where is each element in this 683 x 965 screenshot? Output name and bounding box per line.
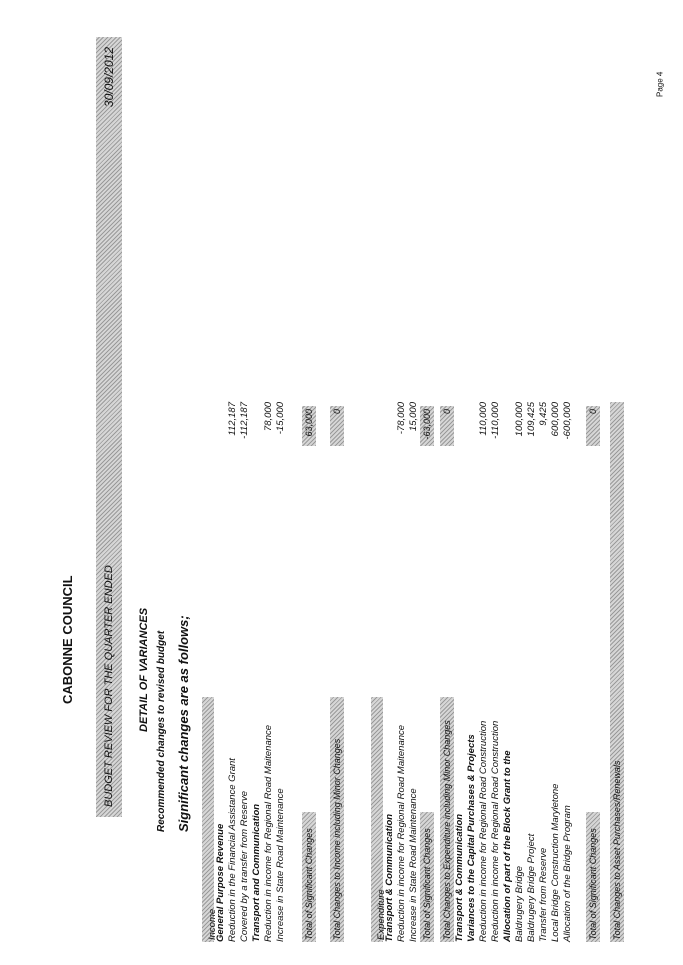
report-date: 30/09/2012 [102,47,116,108]
capital-line: Variances to the Capital Purchases & Projects [466,734,477,942]
detail-heading: DETAIL OF VARIANCES [138,607,150,732]
capital-total-sig-value: 0 [586,406,600,446]
income-line: General Purpose Revenue [215,823,226,942]
capital-value: 600,000 [550,402,561,437]
income-total-sig-value: 63,000 [302,406,316,446]
expenditure-line: Transport & Communication [384,813,395,942]
income-value: 78,000 [263,402,274,432]
expenditure-total-minor-value: 0 [440,406,454,446]
income-line: Covered by a transfer from Reserve [239,790,250,942]
expenditure-line: Increase in State Road Maintenance [408,788,419,942]
income-total-minor-bar: Total Changes to Income including Minor Changes [330,697,344,942]
income-line: Transport and Communication [251,803,262,942]
expenditure-total-sig-value: -63,000 [420,406,434,446]
capital-line: Transfer from Reserve [538,847,549,942]
capital-value: -110,000 [490,402,501,439]
page-number: Page 4 [655,71,665,97]
income-section-label: Income [207,908,218,940]
expenditure-total-minor-bar: Total Changes to Expenditure including Minor Changes [440,697,454,942]
income-total-minor-value: 0 [330,406,344,446]
expenditure-total-sig-bar: Total of Significant Changes [420,812,434,942]
capital-line: Reduction in income for Regional Road Construction [490,720,501,942]
income-line: Increase in State Road Maintenance [275,788,286,942]
capital-line: Baldrugery Bridge [514,865,525,942]
capital-value: 9,425 [538,402,549,426]
capital-line: Baldrugery Bridge Project [526,833,537,942]
capital-value: 110,000 [478,402,489,436]
income-value: -112,187 [239,402,250,439]
income-total-sig-bar: Total of Significant Changes [302,812,316,942]
council-name: CABONNE COUNCIL [60,575,75,704]
expenditure-value: -78,000 [396,402,407,435]
expenditure-section-bar [371,697,387,942]
capital-value: -600,000 [562,402,573,440]
income-line: Reduction in income for Regional Road Maitenance [263,724,274,942]
capital-total-sig-bar: Total of Significant Changes [586,812,600,942]
capital-line: Reduction in income for Regional Road Construction [478,720,489,942]
report-title: BUDGET REVIEW FOR THE QUARTER ENDED [103,565,115,807]
expenditure-section-label: Expenditure [376,889,387,940]
capital-line: Transport & Communication [454,813,465,942]
capital-line: Allocation of part of the Block Grant to the [502,750,513,942]
report-title-bar [96,37,122,817]
income-section-bar [202,697,218,942]
significant-heading: Significant changes are as follows; [176,615,191,832]
income-value: 112,187 [227,402,238,436]
capital-line: Allocation of the Bridge Program [562,805,573,942]
income-line: Reduction in the Financial Assistance Grant [227,758,238,942]
income-value: -15,000 [275,402,286,435]
capital-value: 109,425 [526,402,537,437]
capital-total-minor-bar: Total Changes to Asset Purchases/Renewals [610,402,624,942]
capital-value: 100,000 [514,402,525,437]
expenditure-value: 15,000 [408,402,419,432]
expenditure-line: Reduction in income for Regional Road Maitenance [396,724,407,942]
document-body [58,22,633,942]
capital-line: Local Bridge Construction Maryletone [550,783,561,942]
recommended-text: Recommended changes to revised budget [156,630,167,832]
